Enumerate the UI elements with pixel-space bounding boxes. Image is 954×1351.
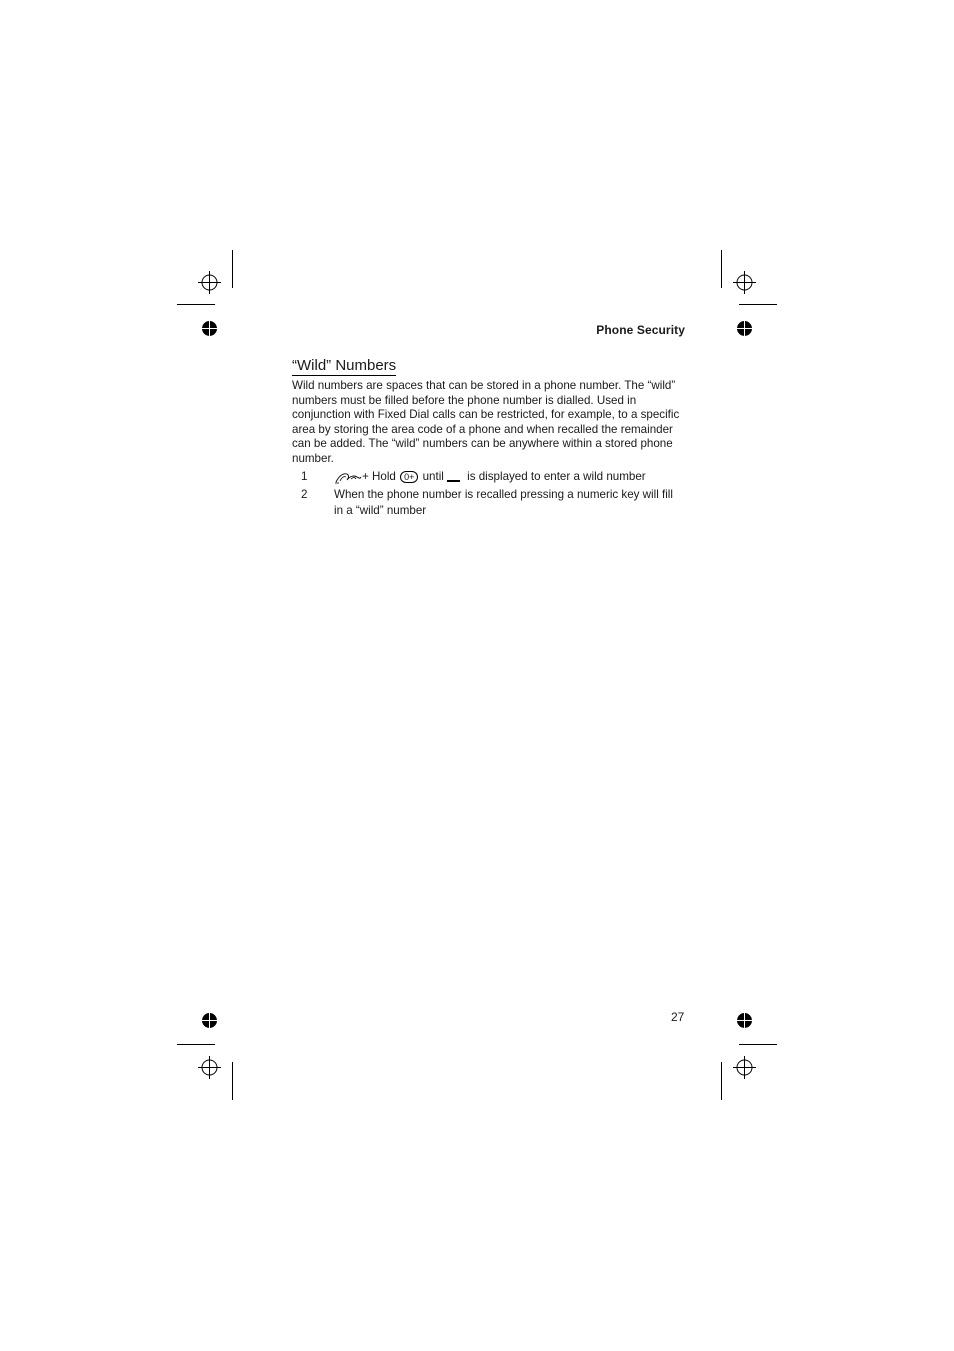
registration-target-icon — [198, 1056, 221, 1079]
registration-dot-icon — [737, 1013, 752, 1028]
crop-mark-top-left-horizontal — [177, 304, 215, 305]
registration-dot-icon — [737, 321, 752, 336]
zero-plus-key-icon: 0+ — [400, 471, 418, 483]
crop-mark-bottom-right-vertical — [721, 1062, 722, 1100]
registration-dot-icon — [202, 1013, 217, 1028]
crop-mark-bottom-left-horizontal — [177, 1044, 215, 1045]
crop-mark-top-left-vertical — [232, 250, 233, 288]
registration-dot-icon — [202, 321, 217, 336]
step-rest-text: is displayed to enter a wild number — [467, 470, 646, 483]
step-text: When the phone number is recalled pressing a numeric key will fill in a “wild” number — [334, 488, 673, 517]
plus-sign: + — [362, 470, 369, 483]
crop-mark-bottom-left-vertical — [232, 1062, 233, 1100]
running-head: Phone Security — [596, 323, 685, 337]
registration-target-icon — [733, 1056, 756, 1079]
crop-mark-top-right-vertical — [721, 250, 722, 288]
menu-scroll-key-icon — [334, 470, 362, 484]
section-title: “Wild” Numbers — [292, 357, 397, 374]
step-number: 1 — [301, 470, 308, 483]
crop-mark-top-right-horizontal — [739, 304, 777, 305]
step-text — [334, 469, 684, 485]
hold-label: Hold — [372, 470, 396, 483]
underscore-cursor-icon — [447, 480, 460, 482]
page-number: 27 — [671, 1010, 685, 1024]
until-label: until — [422, 470, 444, 483]
registration-target-icon — [198, 271, 221, 294]
crop-mark-bottom-right-horizontal — [739, 1044, 777, 1045]
registration-target-icon — [733, 271, 756, 294]
intro-paragraph: Wild numbers are spaces that can be stored in a phone number. The “wild” numbers must be filled before the phone number is dialled. Used in conjunction with Fixed Dial calls can be restricted, for example, to a specific area by storing the area code of a phone and when recalled the remainder can be added. The “wild” numbers can be anywhere within a stored phone number. — [292, 379, 680, 465]
step-number: 2 — [301, 488, 308, 501]
